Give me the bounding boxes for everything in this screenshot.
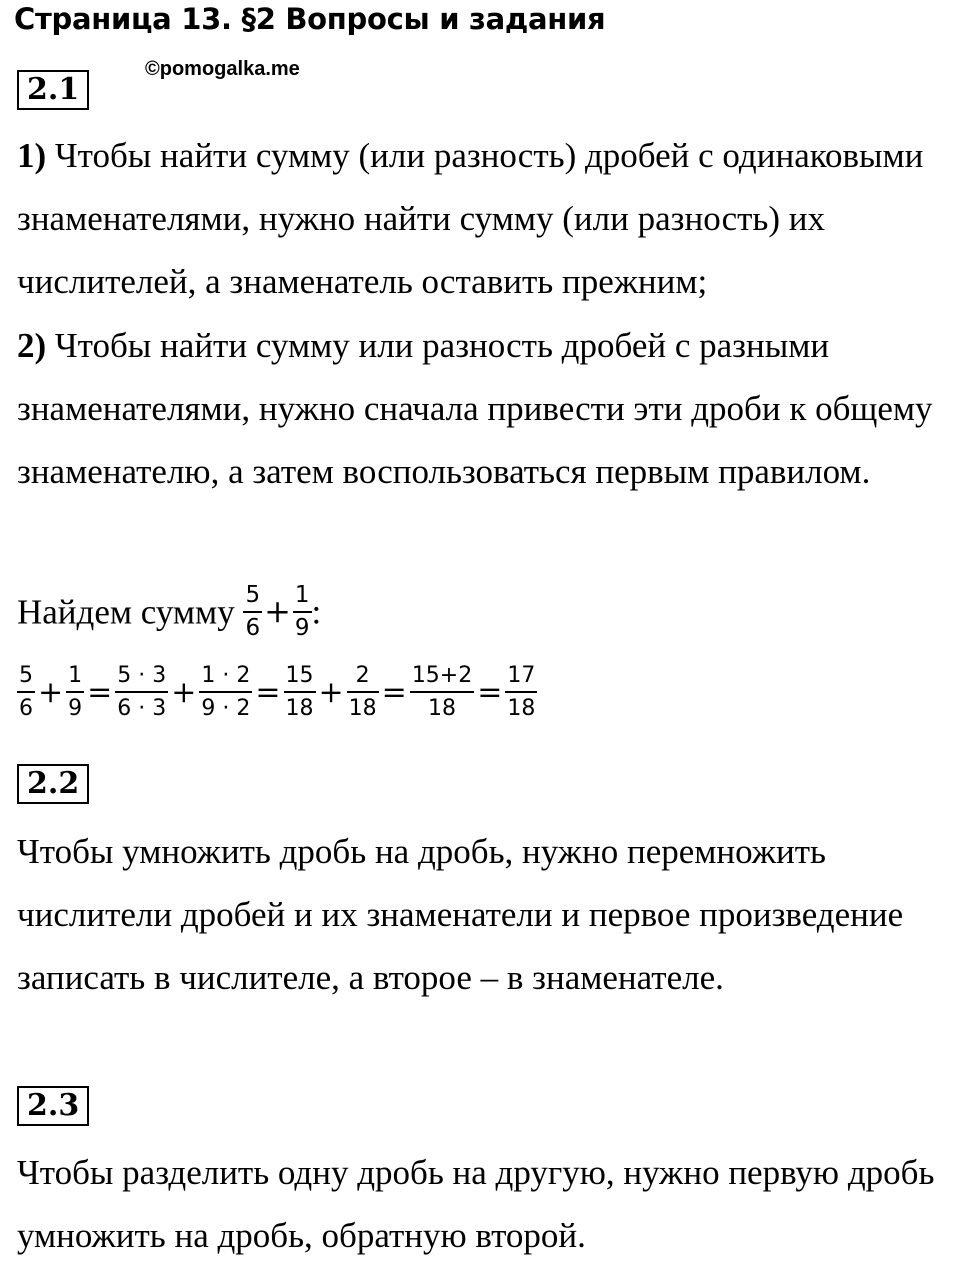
rule-1-paragraph [17,124,952,313]
equals-sign: = [477,674,503,710]
plus-sign: + [171,674,197,710]
section-label-2-2: 2.2 [17,764,89,804]
rule-2-paragraph [17,314,952,503]
denominator: 9 [294,614,310,641]
plus-sign: + [318,674,344,710]
equals-sign: = [381,674,407,710]
equals-sign: = [87,674,113,710]
denominator: 18 [285,696,314,721]
fraction-5-6 [243,582,262,642]
watermark: ©pomogalka.me [145,58,300,80]
numerator: 1 · 2 [199,662,252,693]
eq-fraction-2 [66,662,84,722]
section-label-2-1: 2.1 [17,70,89,110]
plus-sign: + [38,674,64,710]
denominator: 9 [68,696,83,721]
sum-equation [17,662,537,722]
denominator: 9 · 2 [201,696,251,721]
numerator: 15+2 [410,662,474,693]
section-label-2-3: 2.3 [17,1086,89,1126]
equals-sign: = [255,674,281,710]
plus-sign: + [264,592,291,631]
eq-fraction-7 [410,662,474,722]
numerator: 1 [293,582,312,613]
colon: : [311,592,322,632]
numerator: 1 [66,662,84,693]
eq-fraction-6 [347,662,379,722]
denominator: 18 [507,696,536,721]
rule-2-number: 2) [17,326,47,365]
section-2-3-text: Чтобы разделить одну дробь на другую, нужно первую дробь умножить на дробь, обратную второй. [17,1153,935,1255]
denominator: 18 [428,696,457,721]
numerator: 15 [284,662,316,693]
denominator: 6 · 3 [117,696,167,721]
numerator: 17 [505,662,537,693]
denominator: 6 [19,696,33,721]
rule-1-number: 1) [17,136,47,175]
page-title: Страница 13. §2 Вопросы и задания [14,2,606,36]
rule-1-text: Чтобы найти сумму (или разность) дробей с одинаковыми знаменателями, нужно найти сумму (или разность) их числителей, а знаменатель оставить прежним; [17,136,924,301]
numerator: 5 [17,662,35,693]
eq-fraction-5 [284,662,316,722]
denominator: 6 [245,614,261,641]
numerator: 2 [347,662,379,693]
numerator: 5 · 3 [115,662,168,693]
eq-fraction-8 [505,662,537,722]
denominator: 18 [348,696,377,721]
find-sum-text: Найдем сумму [17,592,244,632]
fraction-1-9 [293,582,312,642]
rule-2-text: Чтобы найти сумму или разность дробей с разными знаменателями, нужно сначала привести эти дроби к общему знаменателю, а затем воспользоваться первым правилом. [17,326,933,491]
section-2-2-text: Чтобы умножить дробь на дробь, нужно перемножить числители дробей и их знаменатели и первое произведение записать в числителе, а второе – в знаменателе. [17,832,904,997]
numerator: 5 [243,582,262,613]
find-sum-line [17,577,952,643]
eq-fraction-3 [115,662,168,722]
eq-fraction-4 [199,662,252,722]
eq-fraction-1 [17,662,35,722]
